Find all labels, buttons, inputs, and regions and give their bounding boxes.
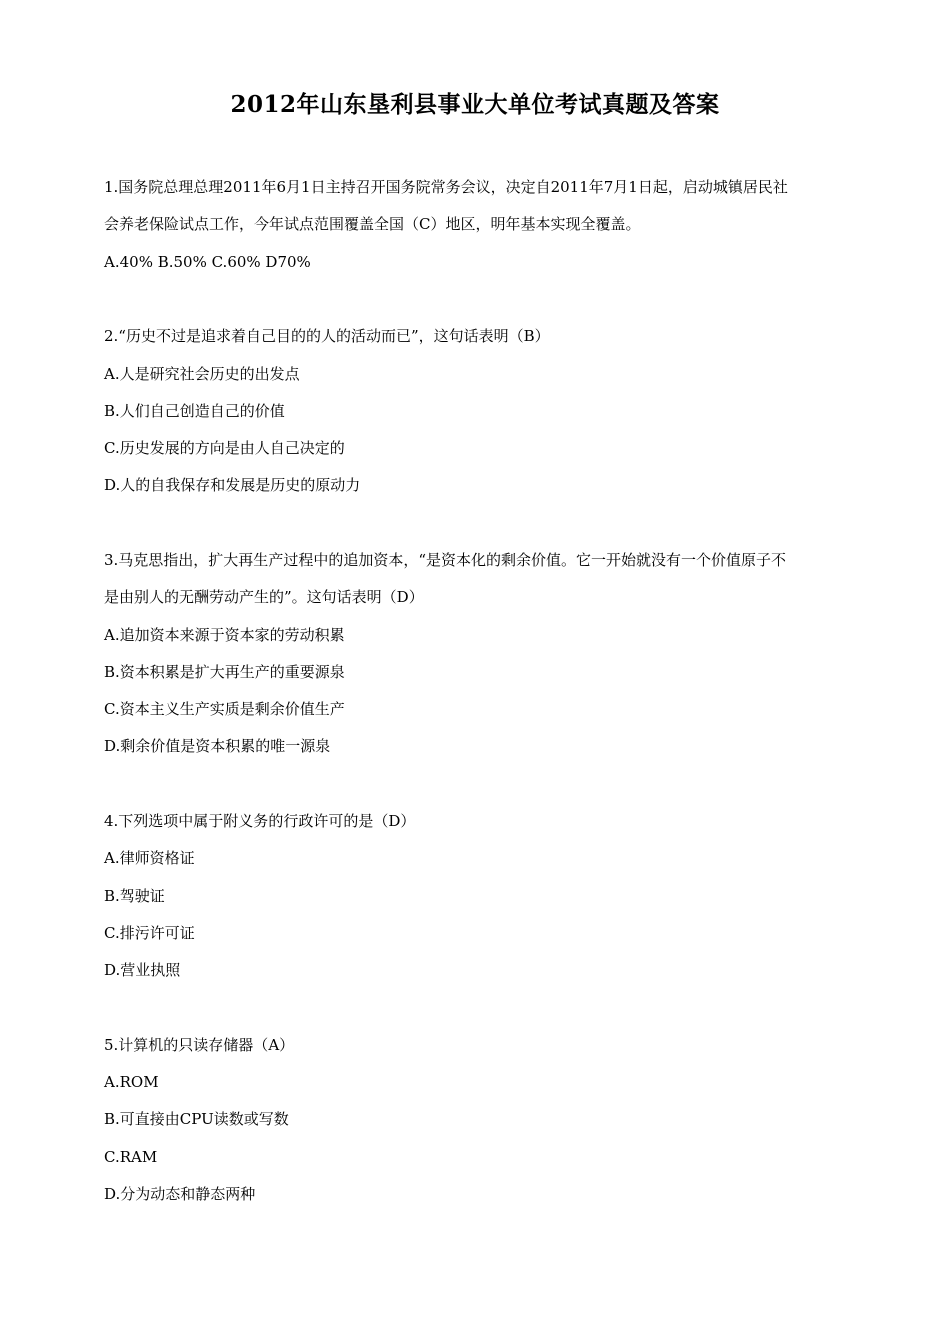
- question-2-option-a: A.人是研究社会历史的出发点: [104, 365, 300, 383]
- question-1-stem-line-2: 会养老保险试点工作，今年试点范围覆盖全国（C）地区，明年基本实现全覆盖。: [104, 215, 641, 233]
- question-3-option-b: B.资本积累是扩大再生产的重要源泉: [104, 663, 345, 681]
- question-4-option-a: A.律师资格证: [104, 849, 195, 867]
- question-2-option-c: C.历史发展的方向是由人自己决定的: [104, 439, 345, 457]
- question-2-stem: 2.“历史不过是追求着自己目的的人的活动而已”，这句话表明（B）: [104, 327, 550, 345]
- question-3-option-c: C.资本主义生产实质是剩余价值生产: [104, 700, 345, 718]
- question-4-option-d: D.营业执照: [104, 961, 181, 979]
- question-5-option-b: B.可直接由CPU读数或写数: [104, 1110, 289, 1128]
- question-5-stem: 5.计算机的只读存储器（A）: [104, 1036, 295, 1054]
- question-3-option-d: D.剩余价值是资本积累的唯一源泉: [104, 737, 331, 755]
- question-5-option-a: A.ROM: [104, 1073, 159, 1091]
- question-4-option-b: B.驾驶证: [104, 887, 165, 905]
- page-title: 2012年山东垦利县事业大单位考试真题及答案: [230, 91, 720, 118]
- question-3-stem-line-2: 是由别人的无酬劳动产生的”。这句话表明（D）: [104, 588, 424, 606]
- question-5-option-d: D.分为动态和静态两种: [104, 1185, 256, 1203]
- question-4-option-c: C.排污许可证: [104, 924, 195, 942]
- question-3-stem-line-1: 3.马克思指出，扩大再生产过程中的追加资本，“是资本化的剩余价值。它一开始就没有一个价值原子不: [104, 551, 786, 569]
- question-3-option-a: A.追加资本来源于资本家的劳动积累: [104, 626, 345, 644]
- question-5-option-c: C.RAM: [104, 1148, 158, 1166]
- question-2-option-b: B.人们自己创造自己的价值: [104, 402, 285, 420]
- question-1-options: A.40% B.50% C.60% D70%: [104, 253, 311, 271]
- question-2-option-d: D.人的自我保存和发展是历史的原动力: [104, 476, 361, 494]
- question-1-stem-line-1: 1.国务院总理总理2011年6月1日主持召开国务院常务会议，决定自2011年7月1日起，启动城镇居民社: [104, 178, 788, 196]
- question-4-stem: 4.下列选项中属于附义务的行政许可的是（D）: [104, 812, 416, 830]
